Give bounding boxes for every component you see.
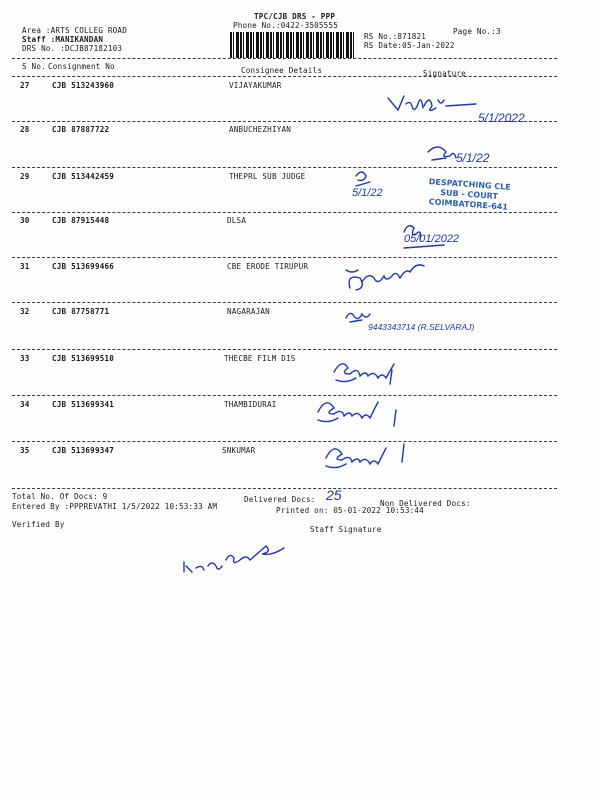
row-sno: 31	[20, 262, 30, 271]
row-consignee: NAGARAJAN	[227, 307, 270, 316]
page-number: Page No.:3	[453, 27, 501, 36]
total-docs: Total No. Of Docs: 9	[12, 492, 108, 501]
row-consignee: DLSA	[227, 216, 247, 225]
row-sno: 27	[20, 81, 30, 90]
court-stamp	[427, 177, 511, 213]
stamp-line-3: COIMBATORE-641	[428, 197, 509, 212]
signature-35	[326, 444, 404, 468]
row-consignee: VIJAYAKUMAR	[229, 81, 282, 90]
phone-number: Phone No.:0422-3505555	[233, 21, 338, 30]
row-consignee: CBE ERODE TIRUPUR	[227, 262, 309, 271]
rs-date: RS Date:05-Jan-2022	[364, 41, 455, 50]
signature-33	[334, 364, 394, 384]
row-consignment-number: CJB 513699510	[52, 354, 115, 363]
row-consignment-number: CJB 513699347	[52, 446, 115, 455]
signature-29	[356, 172, 370, 186]
row-consignment-number: CJB 87887722	[52, 125, 110, 134]
drs-number: DRS No. :DCJB87182103	[22, 44, 123, 53]
non-delivered-docs-label: Non Delivered Docs:	[380, 499, 471, 508]
document-title: TPC/CJB DRS - PPP	[254, 12, 336, 21]
delivered-docs-label: Delivered Docs:	[244, 495, 316, 504]
row-sno: 34	[20, 400, 30, 409]
handwritten-date-28: 5/1/22	[456, 151, 490, 165]
row-sno: 29	[20, 172, 30, 181]
signature-31	[346, 265, 424, 290]
stamp-line-1: DESPATCHING CLE	[428, 177, 511, 192]
rs-number: RS No.:871821	[364, 32, 427, 41]
row-consignee: SNKUMAR	[222, 446, 256, 455]
row-consignee: THECBE FILM DIS	[224, 354, 296, 363]
row-consignee: ANBUCHEZHIYAN	[229, 125, 292, 134]
row-sno: 35	[20, 446, 30, 455]
signature-32	[346, 313, 370, 322]
row-sno: 32	[20, 307, 30, 316]
row-consignment-number: CJB 513243960	[52, 81, 115, 90]
row-sno: 33	[20, 354, 30, 363]
row-sno: 28	[20, 125, 30, 134]
row-consignee: THEPRL SUB JUDGE	[229, 172, 306, 181]
row-sno: 30	[20, 216, 30, 225]
column-header-sno: S No.	[22, 62, 46, 71]
column-header-consignment: Consignment No	[48, 62, 115, 71]
row-consignment-number: CJB 513699341	[52, 400, 115, 409]
handwritten-date-29: 5/1/22	[352, 187, 383, 199]
signature-28	[428, 147, 456, 160]
column-header-consignee: Consignee Details	[241, 66, 323, 75]
row-consignment-number: CJB 87915448	[52, 216, 110, 225]
signature-34	[318, 402, 396, 426]
area-field: Area :ARTS COLLEG ROAD	[22, 26, 127, 35]
handwritten-date-27: 5/1/2022	[478, 111, 525, 125]
footer-divider	[12, 488, 557, 489]
verified-by-label: Verified By	[12, 520, 65, 529]
printed-on: Printed on: 05-01-2022 10:53:44	[276, 506, 424, 515]
row-consignment-number: CJB 513442459	[52, 172, 115, 181]
entered-by: Entered By :PPPREVATHI 1/5/2022 10:53:33 AM	[12, 502, 218, 511]
signature-27	[388, 96, 476, 111]
row-consignee: THAMBIDURAI	[224, 400, 277, 409]
handwritten-date-30: 05/01/2022	[404, 233, 460, 245]
row-consignment-number: CJB 87758771	[52, 307, 110, 316]
handwritten-note-32: 9443343714 (R.SELVARAJ)	[368, 322, 475, 332]
row-consignment-number: CJB 513699466	[52, 262, 115, 271]
staff-signature-label: Staff Signature	[310, 525, 382, 534]
staff-signature-mark	[184, 546, 284, 572]
stamp-line-2: SUB - COURT	[439, 188, 499, 202]
handwritten-delivered-count: 25	[326, 487, 342, 503]
staff-field: Staff :MANIKANDAN	[22, 35, 104, 44]
column-header-signature: Signature	[423, 69, 466, 78]
